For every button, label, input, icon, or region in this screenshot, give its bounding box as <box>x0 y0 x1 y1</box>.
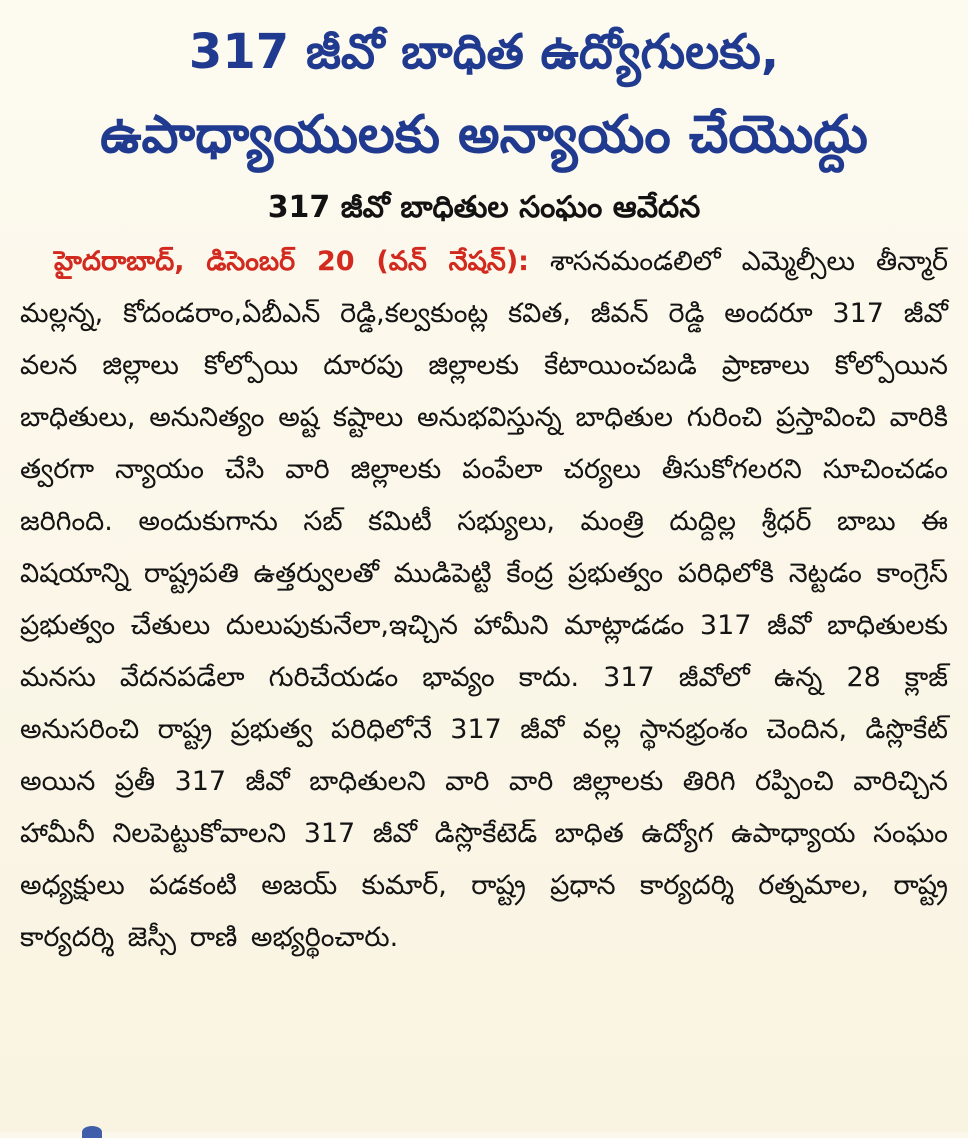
dateline: హైదరాబాద్, డిసెంబర్ 20 (వన్ నేషన్): <box>54 246 529 277</box>
headline <box>20 20 948 176</box>
article-paragraph <box>20 236 948 964</box>
article-text: శాసనమండలిలో ఎమ్మెల్సీలు తీన్మార్ మల్లన్న, కోదండరాం,ఏబీఎన్ రెడ్డి,కల్వకుంట్ల కవిత, జీవన్ రెడ్డి అందరూ 317 జీవో వలన జిల్లాలు కోల్పోయి దూరపు జిల్లాలకు కేటాయించబడి ప్రాణాలు కోల్పోయిన బాధితులు, అనునిత్యం అష్ట కష్టాలు అనుభవిస్తున్న బాధితుల గురించి ప్రస్తావించి వారికి త్వరగా న్యాయం చేసి వారి జిల్లాలకు పంపేలా చర్యలు తీసుకోగలరని సూచించడం జరిగింది. అందుకుగాను సబ్ కమిటీ సభ్యులు, మంత్రి దుద్దిల్ల శ్రీధర్ బాబు ఈ విషయాన్ని రాష్ట్రపతి ఉత్తర్వులతో ముడిపెట్టి కేంద్ర ప్రభుత్వం పరిధిలోకి నెట్టడం కాంగ్రెస్ ప్రభుత్వం చేతులు దులుపుకునేలా,ఇచ్చిన హామీని మాట్లాడడం 317 జీవో బాధితులకు మనసు వేదనపడేలా గురిచేయడం భావ్యం కాదు. 317 జీవోలో ఉన్న 28 క్లాజ్ అనుసరించి రాష్ట్ర ప్రభుత్వ పరిధిలోనే 317 జీవో వల్ల స్థానభ్రంశం చెందిన, డిస్లొకేట్ అయిన ప్రతీ 317 జీవో బాధితులని వారి వారి జిల్లాలకు తిరిగి రప్పించి వారిచ్చిన హామీనీ నిలపెట్టుకోవాలని 317 జీవో డిస్లొకేటెడ్ బాధిత ఉద్యోగ ఉపాధ్యాయ సంఘం అధ్యక్షులు పడకంటి అజయ్ కుమార్, రాష్ట్ర ప్రధాన కార్యదర్శి రత్నమాల, రాష్ట్ర కార్యదర్శి జెస్సీ రాణి అభ్యర్థించారు. <box>20 246 948 953</box>
headline-line-2: ఉపాధ్యాయులకు అన్యాయం చేయొద్దు <box>100 105 868 165</box>
partial-next-heading-mark <box>82 1126 102 1138</box>
headline-line-1: 317 జీవో బాధిత ఉద్యోగులకు, <box>188 24 780 80</box>
subheadline: 317 జీవో బాధితుల సంఘం ఆవేదన <box>267 190 701 225</box>
article-body <box>20 236 948 964</box>
